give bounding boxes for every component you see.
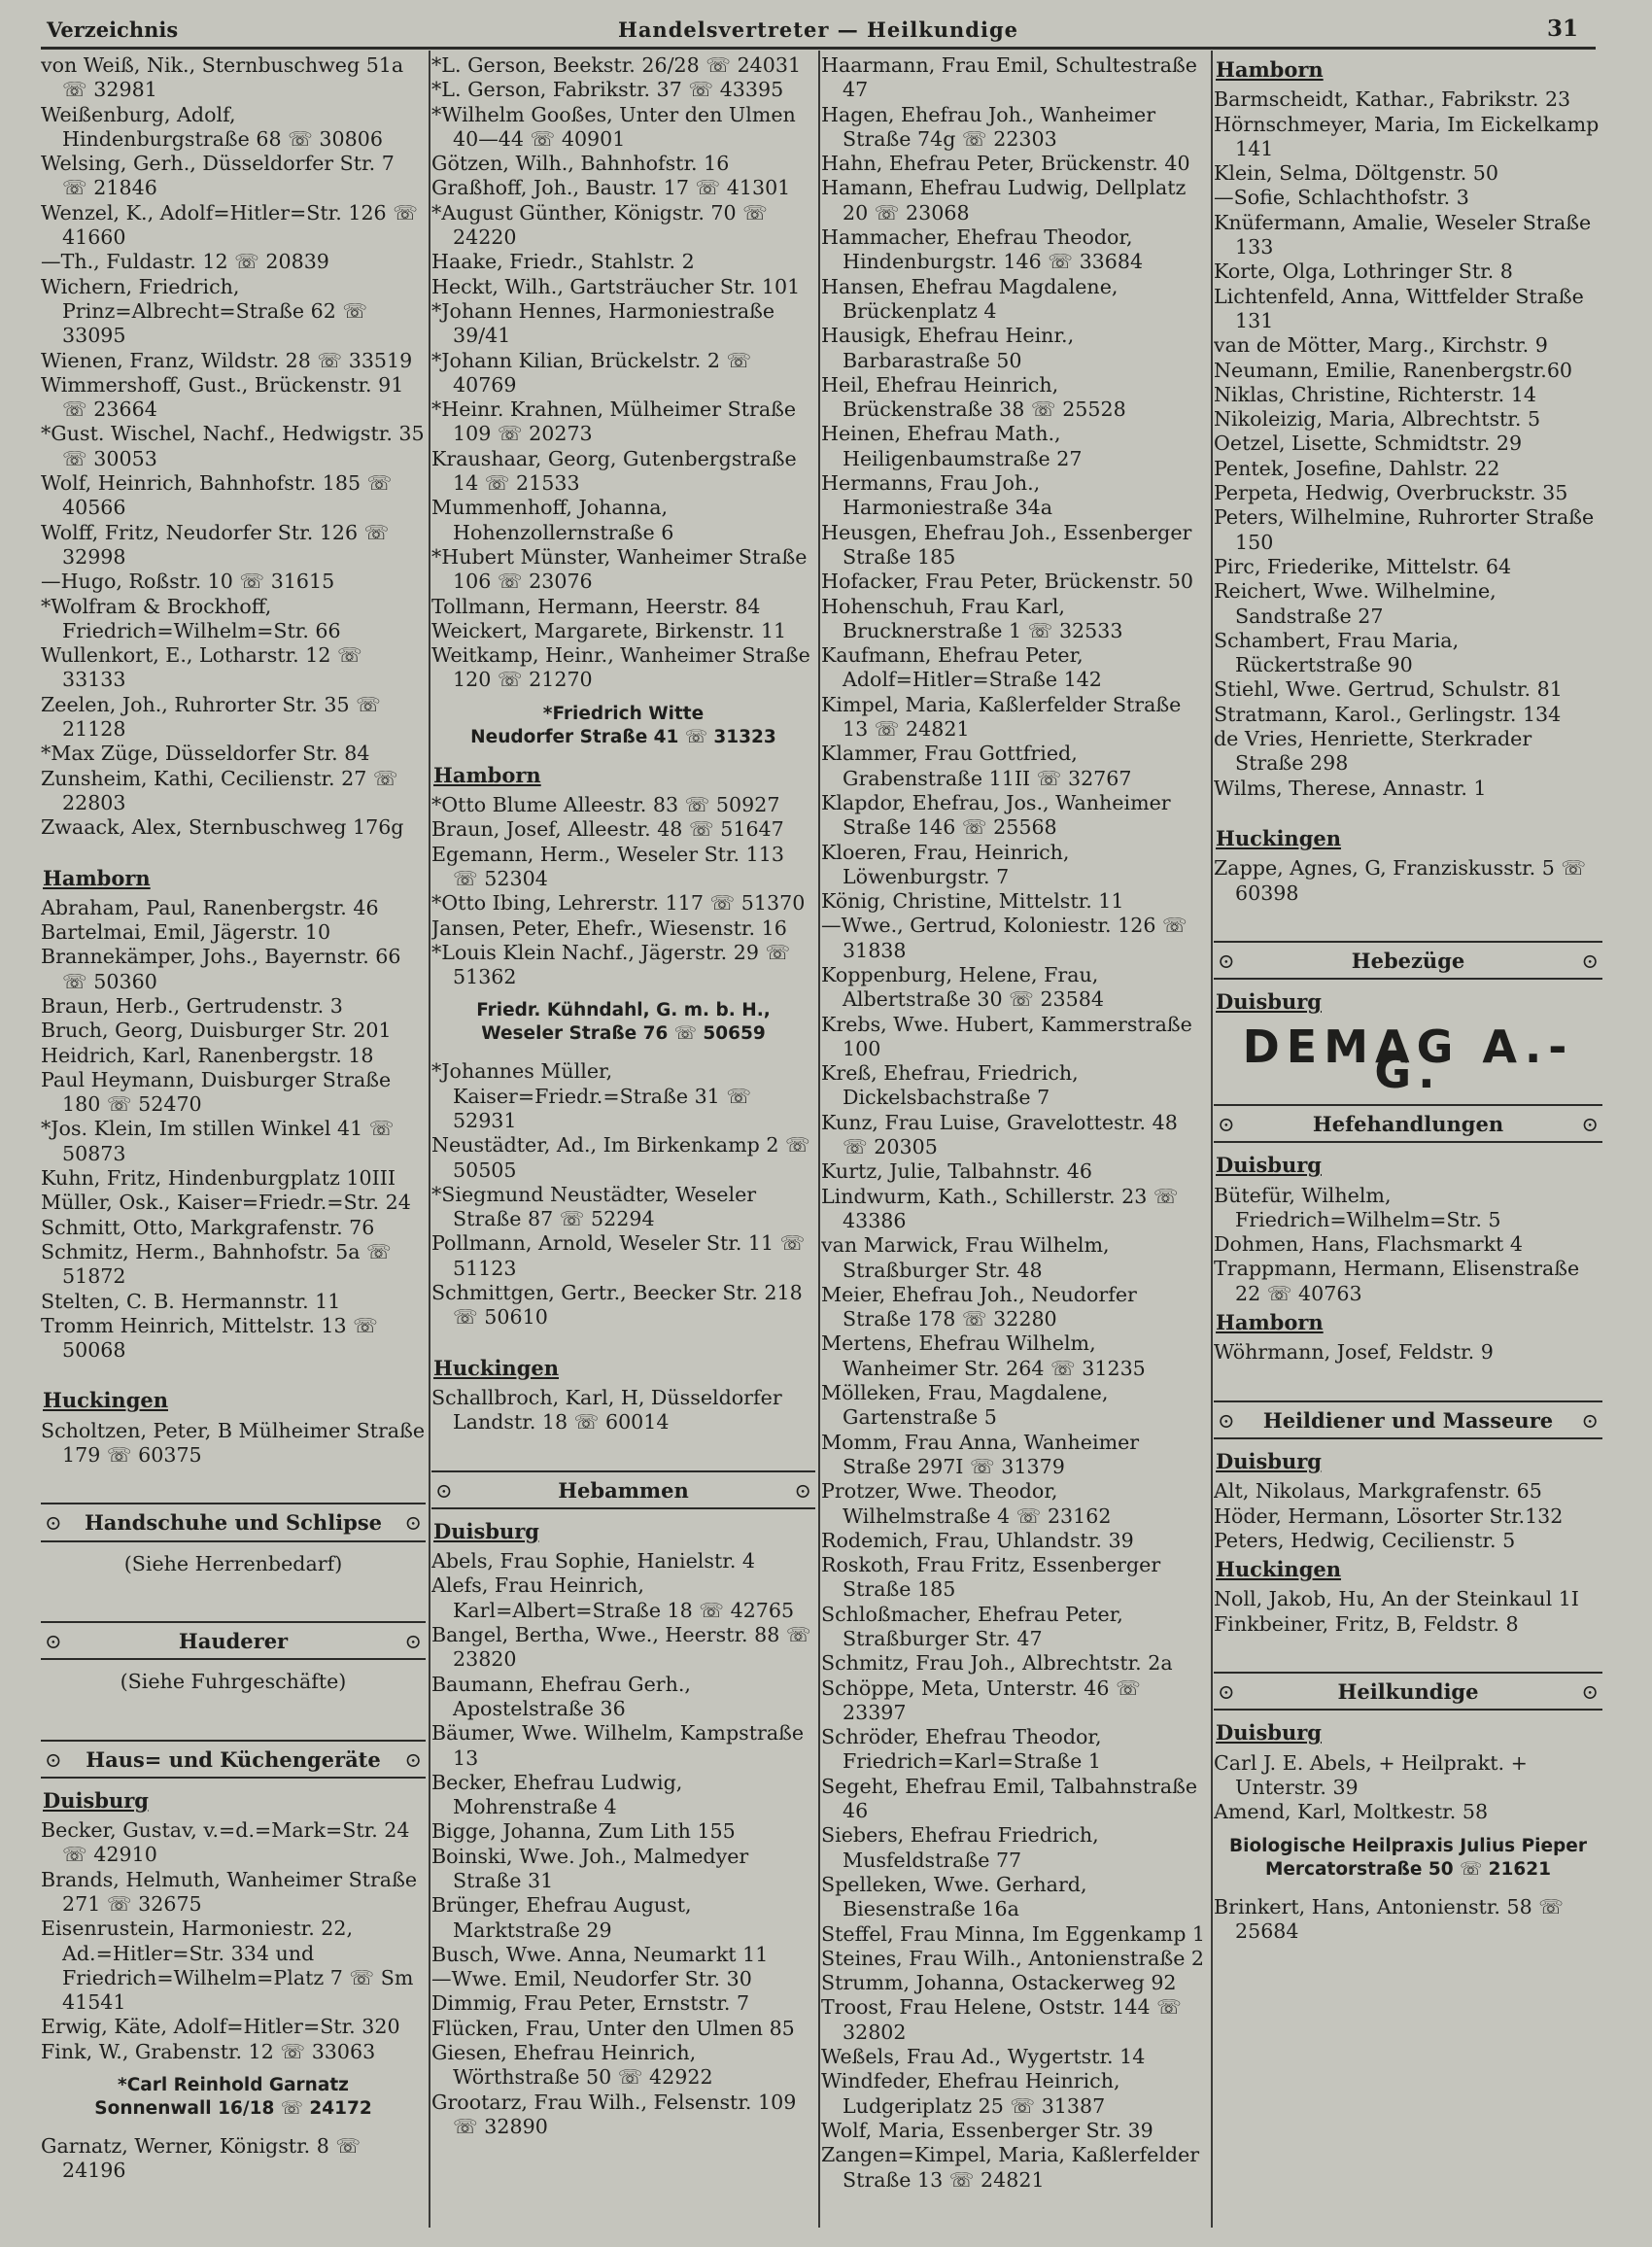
directory-entry: *August Günther, Königstr. 70 ☏ 24220 [431,200,768,250]
category-title: Heildiener und Masseure [1262,1407,1554,1433]
directory-entry: Koppenburg, Helene, Frau, Albertstraße 30 ☏ 23584 [821,962,1104,1012]
directory-entry: Weitkamp, Heinr., Wanheimer Straße 120 ☏ 21270 [431,643,810,692]
directory-entry: *Otto Blume Alleestr. 83 ☏ 50927 [431,793,780,817]
directory-entry: Peters, Wilhelmine, Ruhrorter Straße 150 [1214,505,1595,554]
bullet-icon: ⊙ [45,1629,62,1653]
directory-entry: Becker, Gustav, v.=d.=Mark=Str. 24 ☏ 42910 [41,1818,410,1867]
directory-entry: *Jos. Klein, Im stillen Winkel 41 ☏ 50873 [41,1117,395,1165]
city-subheading: Duisburg [43,1787,149,1813]
city-subheading: Duisburg [1216,1448,1322,1473]
city-subheading: Hamborn [433,762,541,787]
bullet-icon: ⊙ [45,1747,62,1772]
directory-entry: Heil, Ehefrau Heinrich, Brückenstraße 38 ☏ 25528 [821,372,1126,422]
directory-entry: *Johann Kilian, Brückelstr. 2 ☏ 40769 [431,348,752,397]
bullet-icon: ⊙ [45,1511,62,1536]
directory-entry: Zappe, Agnes, G, Franziskusstr. 5 ☏ 60398 [1214,856,1587,905]
directory-entry: Klammer, Frau Gottfried, Grabenstraße 11II ☏ 32767 [821,742,1132,790]
directory-entry: Stelten, C. B. Hermannstr. 11 [41,1289,341,1313]
city-subheading: Duisburg [1216,1153,1322,1178]
directory-entry: Heusgen, Ehefrau Joh., Essenberger Straße 185 [821,520,1192,569]
column-divider [429,51,430,2228]
directory-entry: Braun, Josef, Alleestr. 48 ☏ 51647 [431,817,784,842]
directory-entry: Wimmershoff, Gust., Brückenstr. 91 ☏ 23664 [41,372,404,422]
directory-entry: Dimmig, Frau Peter, Ernststr. 7 [431,1991,750,2016]
category-title: Hauderer [178,1628,289,1653]
directory-entry: Brands, Helmuth, Wanheimer Straße 271 ☏ 32675 [41,1867,418,1916]
directory-entry: Wullenkort, E., Lotharstr. 12 ☏ 33133 [41,643,362,692]
column-1 [41,53,426,2237]
city-subheading: Duisburg [433,1518,539,1543]
directory-entry: Weickert, Margarete, Birkenstr. 11 [431,618,787,642]
bullet-icon: ⊙ [794,1478,811,1503]
directory-entry: Noll, Jakob, Hu, An der Steinkaul 1I [1214,1587,1579,1611]
directory-entry: Schmitt, Otto, Markgrafenstr. 76 [41,1215,375,1239]
spacer [1214,801,1602,822]
directory-entry: *Wolfram & Brockhoff, Friedrich=Wilhelm=Str. 66 [41,594,341,642]
directory-entry: *Johann Hennes, Harmoniestraße 39/41 [431,298,775,348]
directory-entry: Bigge, Johanna, Zum Lith 155 [431,1819,736,1844]
directory-entry: Steines, Frau Wilh., Antonienstraße 2 [821,1946,1205,1970]
directory-entry: Neustädter, Ad., Im Birkenkamp 2 ☏ 50505 [431,1133,810,1182]
directory-entry: König, Christine, Mittelstr. 11 [821,889,1124,914]
directory-entry: Flücken, Frau, Unter den Ulmen 85 [431,2016,795,2040]
directory-entry: Alefs, Frau Heinrich, Karl=Albert=Straße 18 ☏ 42765 [431,1573,795,1622]
category-title: Hebammen [558,1477,689,1503]
category-heading [431,1470,815,1509]
directory-entry: *Gust. Wischel, Nachf., Hedwigstr. 35 ☏ 30053 [41,422,425,470]
directory-entry: Siebers, Ehefrau Friedrich, Musfeldstraße 77 [821,1823,1099,1872]
directory-entry: Strumm, Johanna, Ostackerweg 92 [821,1971,1177,1995]
directory-entry: Trappmann, Hermann, Elisenstraße 22 ☏ 40763 [1214,1257,1580,1305]
directory-entry: Tollmann, Hermann, Heerstr. 84 [431,594,761,618]
spacer [41,1586,426,1607]
directory-entry: Wolf, Heinrich, Bahnhofstr. 185 ☏ 40566 [41,471,393,520]
cross-reference: (Siehe Herrenbedarf) [123,1551,343,1575]
spacer [1214,1637,1602,1658]
directory-entry: Windfeder, Ehefrau Heinrich, Ludgeriplatz 25 ☏ 31387 [821,2069,1120,2118]
city-subheading: Hamborn [1216,57,1324,82]
directory-entry: Bütefür, Wilhelm, Friedrich=Wilhelm=Str. 5 [1214,1183,1501,1231]
directory-entry: Paul Heymann, Duisburger Straße 180 ☏ 52470 [41,1067,392,1117]
bullet-icon: ⊙ [404,1747,422,1772]
directory-entry: Korte, Olga, Lothringer Str. 8 [1214,259,1513,284]
bullet-icon: ⊙ [1218,1112,1235,1136]
directory-entry: Momm, Frau Anna, Wanheimer Straße 297I ☏ 31379 [821,1430,1140,1478]
directory-entry: Kimpel, Maria, Kaßlerfelder Straße 13 ☏ 24821 [821,692,1182,742]
directory-entry: Wöhrmann, Josef, Feldstr. 9 [1214,1340,1494,1365]
directory-entry: Höder, Hermann, Lösorter Str.132 [1214,1504,1564,1528]
directory-entry: Hamann, Ehefrau Ludwig, Dellplatz 20 ☏ 23068 [821,176,1187,225]
city-subheading: Huckingen [433,1355,560,1380]
directory-entry: Kraushaar, Georg, Gutenbergstraße 14 ☏ 21533 [431,446,797,496]
bullet-icon: ⊙ [1218,1408,1235,1433]
directory-entry: Zwaack, Alex, Sternbuschweg 176g [41,815,404,840]
directory-entry: *Siegmund Neustädter, Weseler Straße 87 ☏ 52294 [431,1182,757,1231]
directory-entry: Rodemich, Frau, Uhlandstr. 39 [821,1528,1134,1552]
advert-entry: Friedr. Kühndahl, G. m. b. H., Weseler Straße 76 ☏ 50659 [476,1000,771,1045]
directory-entry: Fink, W., Grabenstr. 12 ☏ 33063 [41,2039,376,2063]
directory-entry: Bruch, Georg, Duisburger Str. 201 [41,1019,392,1043]
directory-entry: Heckt, Wilh., Gartsträucher Str. 101 [431,274,801,298]
directory-entry: Abels, Frau Sophie, Hanielstr. 4 [431,1549,756,1573]
directory-entry: Haake, Friedr., Stahlstr. 2 [431,250,695,274]
directory-entry: Wilms, Therese, Annastr. 1 [1214,776,1487,800]
directory-entry: Hofacker, Frau Peter, Brückenstr. 50 [821,570,1194,594]
directory-entry: Segeht, Ehefrau Emil, Talbahnstraße 46 [821,1774,1198,1823]
directory-entry: Kurtz, Julie, Talbahnstr. 46 [821,1159,1092,1184]
directory-entry: Graßhoff, Joh., Baustr. 17 ☏ 41301 [431,176,791,200]
directory-entry: *L. Gerson, Beekstr. 26/28 ☏ 24031 [431,53,802,77]
directory-entry: Weißenburg, Adolf, Hindenburgstraße 68 ☏ 30806 [41,102,383,151]
directory-entry: Wolff, Fritz, Neudorfer Str. 126 ☏ 32998 [41,520,390,569]
bullet-icon: ⊙ [1581,1112,1599,1136]
directory-entry: Braun, Herb., Gertrudenstr. 3 [41,993,343,1018]
directory-entry: Becker, Ehefrau Ludwig, Mohrenstraße 4 [431,1770,683,1819]
category-heading [1214,1400,1602,1439]
directory-entry: Reichert, Wwe. Wilhelmine, Sandstraße 27 [1214,579,1497,628]
bullet-icon: ⊙ [1581,949,1599,973]
directory-entry: Brannekämper, Johs., Bayernstr. 66 ☏ 50360 [41,945,401,993]
directory-entry: Haarmann, Frau Emil, Schultestraße 47 [821,53,1197,102]
directory-entry: —Hugo, Roßstr. 10 ☏ 31615 [41,570,335,594]
directory-entry: Nikoleizig, Maria, Albrechtstr. 5 [1214,407,1541,432]
directory-entry: Wolf, Maria, Essenberger Str. 39 [821,2118,1153,2142]
directory-entry: —Sofie, Schlachthofstr. 3 [1214,186,1469,210]
directory-entry: Zangen=Kimpel, Maria, Kaßlerfelder Straße 13 ☏ 24821 [821,2143,1200,2192]
city-subheading: Huckingen [43,1388,169,1413]
bullet-icon: ⊙ [1581,1680,1599,1705]
directory-entry: *Otto Ibing, Lehrerstr. 117 ☏ 51370 [431,891,806,916]
directory-entry: —Wwe., Gertrud, Koloniestr. 126 ☏ 31838 [821,914,1187,962]
directory-entry: Hörnschmeyer, Maria, Im Eickelkamp 141 [1214,112,1600,160]
city-subheading: Duisburg [1216,1720,1322,1746]
directory-entry: *L. Gerson, Fabrikstr. 37 ☏ 43395 [431,78,784,102]
directory-entry: Barmscheidt, Kathar., Fabrikstr. 23 [1214,87,1571,112]
directory-entry: Wichern, Friedrich, Prinz=Albrecht=Straße 62 ☏ 33095 [41,274,368,348]
directory-entry: Zeelen, Joh., Ruhrorter Str. 35 ☏ 21128 [41,692,381,742]
spacer [41,1363,426,1384]
directory-entry: Abraham, Paul, Ranenbergstr. 46 [41,895,379,919]
directory-entry: von Weiß, Nik., Sternbuschweg 51a ☏ 32981 [41,53,404,102]
spacer [1214,906,1602,927]
advert-entry: *Friedrich Witte Neudorfer Straße 41 ☏ 31323 [470,703,776,747]
directory-entry: Boinski, Wwe. Joh., Malmedyer Straße 31 [431,1844,749,1892]
directory-entry: Stiehl, Wwe. Gertrud, Schulstr. 81 [1214,677,1563,702]
directory-entry: Bartelmai, Emil, Jägerstr. 10 [41,920,331,945]
city-subheading: Hamborn [43,865,151,890]
category-heading [1214,1672,1602,1711]
bullet-icon: ⊙ [404,1511,422,1536]
directory-entry: Klein, Selma, Döltgenstr. 50 [1214,161,1499,186]
directory-entry: Busch, Wwe. Anna, Neumarkt 11 [431,1942,769,1966]
directory-entry: Hammacher, Ehefrau Theodor, Hindenburgstr. 146 ☏ 33684 [821,225,1144,274]
spacer [41,841,426,862]
directory-entry: Schmitz, Herm., Bahnhofstr. 5a ☏ 51872 [41,1239,392,1289]
city-subheading: Huckingen [1216,1557,1342,1582]
cross-reference: (Siehe Fuhrgeschäfte) [120,1670,347,1694]
directory-entry: Baumann, Ehefrau Gerh., Apostelstraße 36 [431,1672,691,1720]
category-heading [41,1503,426,1541]
column-divider [818,51,820,2228]
header-title: Handelsvertreter — Heilkundige [617,17,1018,42]
city-subheading: Hamborn [1216,1310,1324,1335]
header-left: Verzeichnis [47,17,179,42]
bullet-icon: ⊙ [1581,1408,1599,1433]
category-title: Heilkundige [1337,1679,1479,1705]
city-subheading: Duisburg [1216,989,1322,1015]
directory-entry: Pollmann, Arnold, Weseler Str. 11 ☏ 51123 [431,1231,806,1280]
directory-entry: Schröder, Ehefrau Theodor, Friedrich=Karl=Straße 1 [821,1725,1102,1774]
directory-entry: Hansen, Ehefrau Magdalene, Brückenplatz 4 [821,274,1119,323]
directory-entry: Hahn, Ehefrau Peter, Brückenstr. 40 [821,152,1190,176]
directory-entry: Niklas, Christine, Richterstr. 14 [1214,382,1536,406]
spacer [41,1468,426,1489]
directory-entry: Oetzel, Lisette, Schmidtstr. 29 [1214,432,1523,456]
directory-entry: Neumann, Emilie, Ranenbergstr.60 [1214,358,1573,382]
bullet-icon: ⊙ [1218,1680,1235,1705]
directory-entry: *Heinr. Krahnen, Mülheimer Straße 109 ☏ 20273 [431,398,797,446]
directory-entry: Wenzel, K., Adolf=Hitler=Str. 126 ☏ 41660 [41,200,418,250]
directory-entry: Dohmen, Hans, Flachsmarkt 4 [1214,1232,1523,1257]
directory-entry: Alt, Nikolaus, Markgrafenstr. 65 [1214,1479,1542,1504]
directory-entry: Troost, Frau Helene, Oststr. 144 ☏ 32802 [821,1995,1182,2044]
directory-entry: Amend, Karl, Moltkestr. 58 [1214,1800,1489,1824]
directory-entry: Kaufmann, Ehefrau Peter, Adolf=Hitler=Straße 142 [821,643,1102,692]
directory-entry: Welsing, Gerh., Düsseldorfer Str. 7 ☏ 21846 [41,152,395,200]
directory-entry: Tromm Heinrich, Mittelstr. 13 ☏ 50068 [41,1313,378,1363]
directory-entry: Kuhn, Fritz, Hindenburgplatz 10III [41,1166,396,1191]
directory-entry: *Louis Klein Nachf., Jägerstr. 29 ☏ 51362 [431,940,791,989]
directory-entry: de Vries, Henriette, Sterkrader Straße 298 [1214,727,1532,776]
column-4 [1214,53,1602,2237]
directory-entry: Müller, Osk., Kaiser=Friedr.=Str. 24 [41,1191,411,1215]
directory-entry: Erwig, Käte, Adolf=Hitler=Str. 320 [41,2015,400,2039]
directory-entry: Heidrich, Karl, Ranenbergstr. 18 [41,1043,374,1067]
directory-entry: Bäumer, Wwe. Wilhelm, Kampstraße 13 [431,1721,805,1770]
directory-entry: Hohenschuh, Frau Karl, Brucknerstraße 1 ☏ 32533 [821,594,1123,642]
directory-entry: Stratmann, Karol., Gerlingstr. 134 [1214,702,1562,726]
directory-entry: *Hubert Münster, Wanheimer Straße 106 ☏ 23076 [431,544,808,594]
directory-entry: van de Mötter, Marg., Kirchstr. 9 [1214,333,1548,358]
directory-entry: Lichtenfeld, Anna, Wittfelder Straße 131 [1214,284,1584,332]
directory-entry: —Th., Fuldastr. 12 ☏ 20839 [41,250,329,274]
directory-entry: Brünger, Ehefrau August, Marktstraße 29 [431,1893,692,1942]
directory-entry: Mummenhoff, Johanna, Hohenzollernstraße 6 [431,496,674,544]
spacer [431,1435,815,1457]
bullet-icon: ⊙ [435,1478,453,1503]
directory-entry: Garnatz, Werner, Königstr. 8 ☏ 24196 [41,2134,361,2183]
directory-entry: Klapdor, Ehefrau, Jos., Wanheimer Straße 146 ☏ 25568 [821,790,1171,840]
category-heading [41,1621,426,1660]
directory-entry: Schambert, Frau Maria, Rückertstraße 90 [1214,628,1460,677]
directory-entry: Knüfermann, Amalie, Weseler Straße 133 [1214,210,1592,259]
directory-entry: Perpeta, Hedwig, Overbruckstr. 35 [1214,481,1568,505]
directory-entry: Eisenrustein, Harmoniestr. 22, Ad.=Hitler=Str. 334 und Friedrich=Wilhelm=Platz 7 ☏ Sm 41541 [41,1917,414,2015]
directory-entry: Giesen, Ehefrau Heinrich, Wörthstraße 50 ☏ 42922 [431,2041,713,2090]
directory-entry: Kreß, Ehefrau, Friedrich, Dickelsbachstraße 7 [821,1061,1079,1110]
directory-entry: Lindwurm, Kath., Schillerstr. 23 ☏ 43386 [821,1184,1179,1232]
spacer [431,1331,815,1352]
directory-entry: Zunsheim, Kathi, Cecilienstr. 27 ☏ 22803 [41,766,398,814]
directory-entry: Pentek, Josefine, Dahlstr. 22 [1214,456,1500,480]
directory-entry: Mölleken, Frau, Magdalene, Gartenstraße 5 [821,1381,1109,1430]
category-heading [1214,1104,1602,1143]
column-3 [821,53,1208,2237]
directory-entry: Götzen, Wilh., Bahnhofstr. 16 [431,152,730,176]
directory-entry: Brinkert, Hans, Antonienstr. 58 ☏ 25684 [1214,1894,1564,1943]
directory-entry: Bangel, Bertha, Wwe., Heerstr. 88 ☏ 23820 [431,1623,811,1672]
company-advert: DEMAG A.-G. [1242,1020,1574,1098]
directory-entry: van Marwick, Frau Wilhelm, Straßburger Str. 48 [821,1233,1110,1282]
directory-entry: Schloßmacher, Ehefrau Peter, Straßburger Str. 47 [821,1602,1123,1650]
city-subheading: Huckingen [1216,825,1342,850]
directory-entry: Schöppe, Meta, Unterstr. 46 ☏ 23397 [821,1676,1141,1724]
directory-entry: Schallbroch, Karl, H, Düsseldorfer Landstr. 18 ☏ 60014 [431,1385,782,1435]
page-header [41,14,1596,50]
directory-entry: Hagen, Ehefrau Joh., Wanheimer Straße 74g ☏ 22303 [821,102,1156,151]
directory-entry: Kunz, Frau Luise, Gravelottestr. 48 ☏ 20305 [821,1110,1178,1159]
directory-entry: Peters, Hedwig, Cecilienstr. 5 [1214,1528,1516,1552]
bullet-icon: ⊙ [404,1629,422,1653]
directory-entry: Grootarz, Frau Wilh., Felsenstr. 109 ☏ 32890 [431,2090,797,2138]
directory-entry: Kloeren, Frau, Heinrich, Löwenburgstr. 7 [821,840,1070,888]
directory-entry: Carl J. E. Abels, + Heilprakt. + Unterstr. 39 [1214,1750,1528,1799]
spacer [41,1705,426,1726]
directory-entry: Weßels, Frau Ad., Wygertstr. 14 [821,2045,1146,2069]
advert-entry: Biologische Heilpraxis Julius Pieper Mercatorstraße 50 ☏ 21621 [1229,1835,1587,1880]
directory-entry: Hausigk, Ehefrau Heinr., Barbarastraße 50 [821,324,1075,372]
column-2 [431,53,815,2237]
directory-entry: Schmitz, Frau Joh., Albrechtstr. 2a [821,1651,1173,1676]
directory-entry: Egemann, Herm., Weseler Str. 113 ☏ 52304 [431,842,784,890]
directory-entry: Spelleken, Wwe. Gerhard, Biesenstraße 16a [821,1872,1087,1921]
directory-entry: Wienen, Franz, Wildstr. 28 ☏ 33519 [41,348,413,372]
directory-entry: Heinen, Ehefrau Math., Heiligenbaumstraße 27 [821,422,1083,470]
directory-entry: *Max Züge, Düsseldorfer Str. 84 [41,742,370,766]
directory-entry: Schmittgen, Gertr., Beecker Str. 218 ☏ 50610 [431,1281,803,1330]
page-number: 31 [1546,16,1578,42]
directory-entry: Finkbeiner, Fritz, B, Feldstr. 8 [1214,1611,1519,1636]
category-title: Handschuhe und Schlipse [84,1510,383,1536]
directory-entry: Scholtzen, Peter, B Mülheimer Straße 179 ☏ 60375 [41,1418,426,1468]
spacer [1214,1365,1602,1387]
directory-entry: Protzer, Wwe. Theodor, Wilhelmstraße 4 ☏ 23162 [821,1479,1112,1528]
directory-entry: *Wilhelm Gooßes, Unter den Ulmen 40—44 ☏ 40901 [431,102,796,151]
directory-entry: Roskoth, Frau Fritz, Essenberger Straße 185 [821,1553,1161,1602]
directory-entry: —Wwe. Emil, Neudorfer Str. 30 [431,1967,752,1991]
directory-entry: Krebs, Wwe. Hubert, Kammerstraße 100 [821,1012,1192,1060]
directory-entry: Pirc, Friederike, Mittelstr. 64 [1214,554,1512,578]
category-title: Hefehandlungen [1312,1111,1504,1136]
directory-entry: Hermanns, Frau Joh., Harmoniestraße 34a [821,471,1052,520]
advert-entry: *Carl Reinhold Garnatz Sonnenwall 16/18 ☏ 24172 [94,2075,372,2120]
category-title: Haus= und Küchengeräte [86,1746,381,1772]
directory-entry: Jansen, Peter, Ehefr., Wiesenstr. 16 [431,916,787,940]
category-heading [41,1740,426,1779]
column-divider [1211,51,1213,2228]
directory-entry: *Johannes Müller, Kaiser=Friedr.=Straße 31 ☏ 52931 [431,1059,752,1132]
directory-entry: Steffel, Frau Minna, Im Eggenkamp 1 [821,1921,1206,1946]
directory-entry: Mertens, Ehefrau Wilhelm, Wanheimer Str. 264 ☏ 31235 [821,1331,1146,1380]
bullet-icon: ⊙ [1218,949,1235,973]
category-title: Hebezüge [1351,948,1465,973]
category-heading [1214,941,1602,980]
directory-entry: Meier, Ehefrau Joh., Neudorfer Straße 178 ☏ 32280 [821,1282,1137,1331]
